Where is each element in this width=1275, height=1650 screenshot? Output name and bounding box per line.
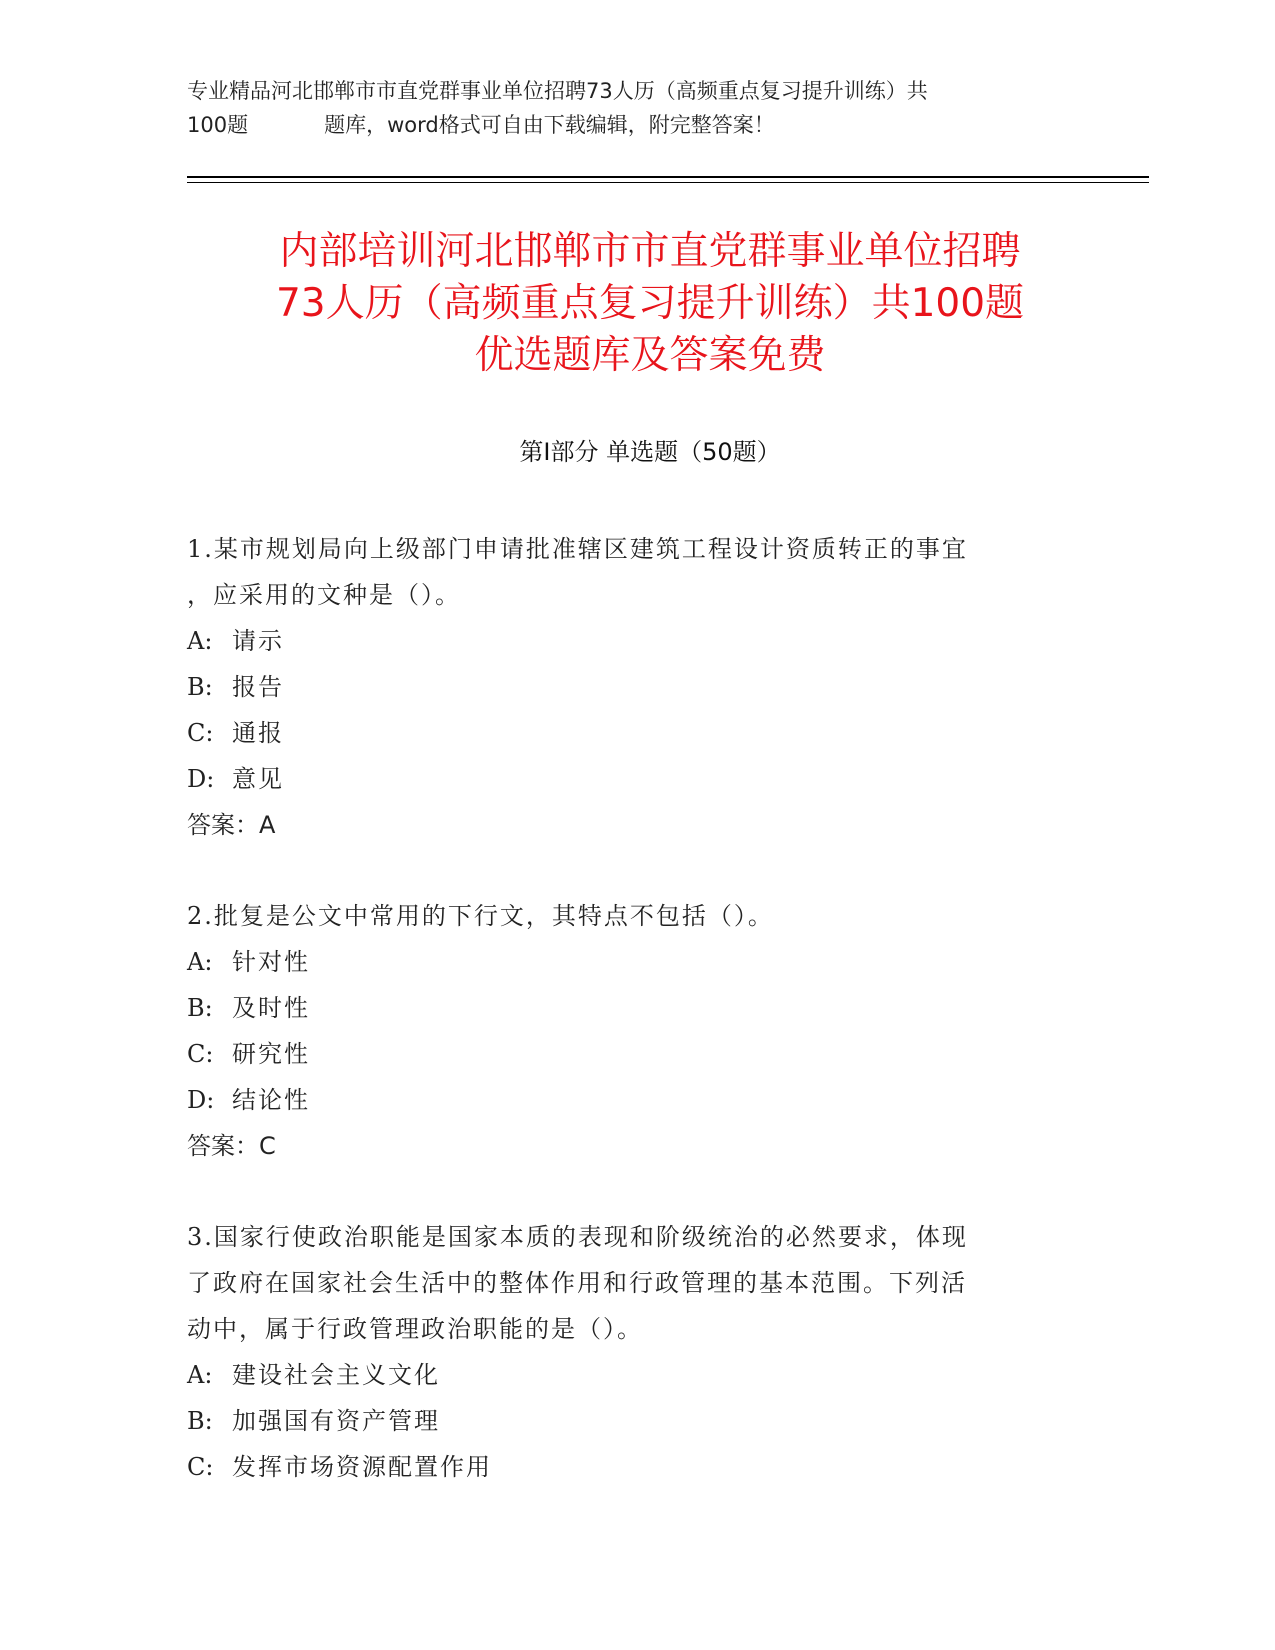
header-note-description: 题库，word格式可自由下载编辑，附完整答案！	[324, 113, 775, 137]
answer-option	[187, 1444, 1087, 1490]
option-text: 请示	[232, 627, 284, 655]
question-stem-line: 3.国家行使政治职能是国家本质的表现和阶级统治的必然要求，体现	[187, 1223, 968, 1251]
question-stem	[187, 526, 1087, 618]
option-letter: D:	[187, 765, 215, 793]
document-title	[150, 226, 1150, 382]
document-title-line-1: 内部培训河北邯郸市市直党群事业单位招聘	[279, 229, 1021, 274]
answer-option	[187, 1352, 1087, 1398]
answer-option	[187, 756, 1087, 802]
option-letter: B:	[187, 673, 213, 701]
answer-option	[187, 985, 1087, 1031]
section-title: 第Ⅰ部分 单选题（50题）	[519, 438, 781, 466]
header-note-count: 100题	[187, 113, 249, 137]
question-2	[187, 893, 1087, 1169]
option-letter: C:	[187, 719, 214, 747]
question-stem-line: ，应采用的文种是（）。	[187, 581, 461, 609]
question-stem	[187, 893, 1087, 939]
header-note-line-2	[187, 108, 1077, 142]
option-letter: B:	[187, 994, 213, 1022]
option-text: 通报	[232, 719, 284, 747]
answer-option	[187, 618, 1087, 664]
option-letter: A:	[187, 948, 213, 976]
question-stem-line: 动中，属于行政管理政治职能的是（）。	[187, 1315, 643, 1343]
option-text: 针对性	[232, 948, 310, 976]
header-note	[187, 74, 1077, 142]
answer-option	[187, 939, 1087, 985]
option-text: 加强国有资产管理	[232, 1407, 440, 1435]
answer-option	[187, 1077, 1087, 1123]
question-list	[187, 526, 1087, 1535]
answer-option	[187, 1398, 1087, 1444]
question-stem-line: 2.批复是公文中常用的下行文，其特点不包括（）。	[187, 902, 774, 930]
header-note-line-1: 专业精品河北邯郸市市直党群事业单位招聘73人历（高频重点复习提升训练）共	[187, 79, 928, 103]
option-text: 意见	[232, 765, 284, 793]
option-text: 发挥市场资源配置作用	[232, 1453, 492, 1481]
option-text: 建设社会主义文化	[232, 1361, 440, 1389]
option-letter: B:	[187, 1407, 213, 1435]
question-stem	[187, 1214, 1087, 1352]
answer-key: 答案：C	[187, 1132, 276, 1160]
option-letter: A:	[187, 627, 213, 655]
option-text: 结论性	[232, 1086, 310, 1114]
option-letter: D:	[187, 1086, 215, 1114]
document-title-line-2: 73人历（高频重点复习提升训练）共100题	[275, 281, 1025, 326]
option-text: 及时性	[232, 994, 310, 1022]
question-stem-line: 1.某市规划局向上级部门申请批准辖区建筑工程设计资质转正的事宜	[187, 535, 968, 563]
header-divider-thick	[187, 176, 1149, 178]
document-title-line-3: 优选题库及答案免费	[474, 333, 826, 378]
question-stem-line: 了政府在国家社会生活中的整体作用和行政管理的基本范围。下列活	[187, 1269, 967, 1297]
header-divider-thin	[187, 182, 1149, 183]
option-text: 报告	[232, 673, 284, 701]
option-letter: A:	[187, 1361, 213, 1389]
question-1	[187, 526, 1087, 848]
answer-option	[187, 1031, 1087, 1077]
question-3	[187, 1214, 1087, 1490]
option-text: 研究性	[232, 1040, 310, 1068]
answer-key: 答案：A	[187, 811, 276, 839]
option-letter: C:	[187, 1453, 214, 1481]
answer-option	[187, 664, 1087, 710]
answer-option	[187, 710, 1087, 756]
option-letter: C:	[187, 1040, 214, 1068]
